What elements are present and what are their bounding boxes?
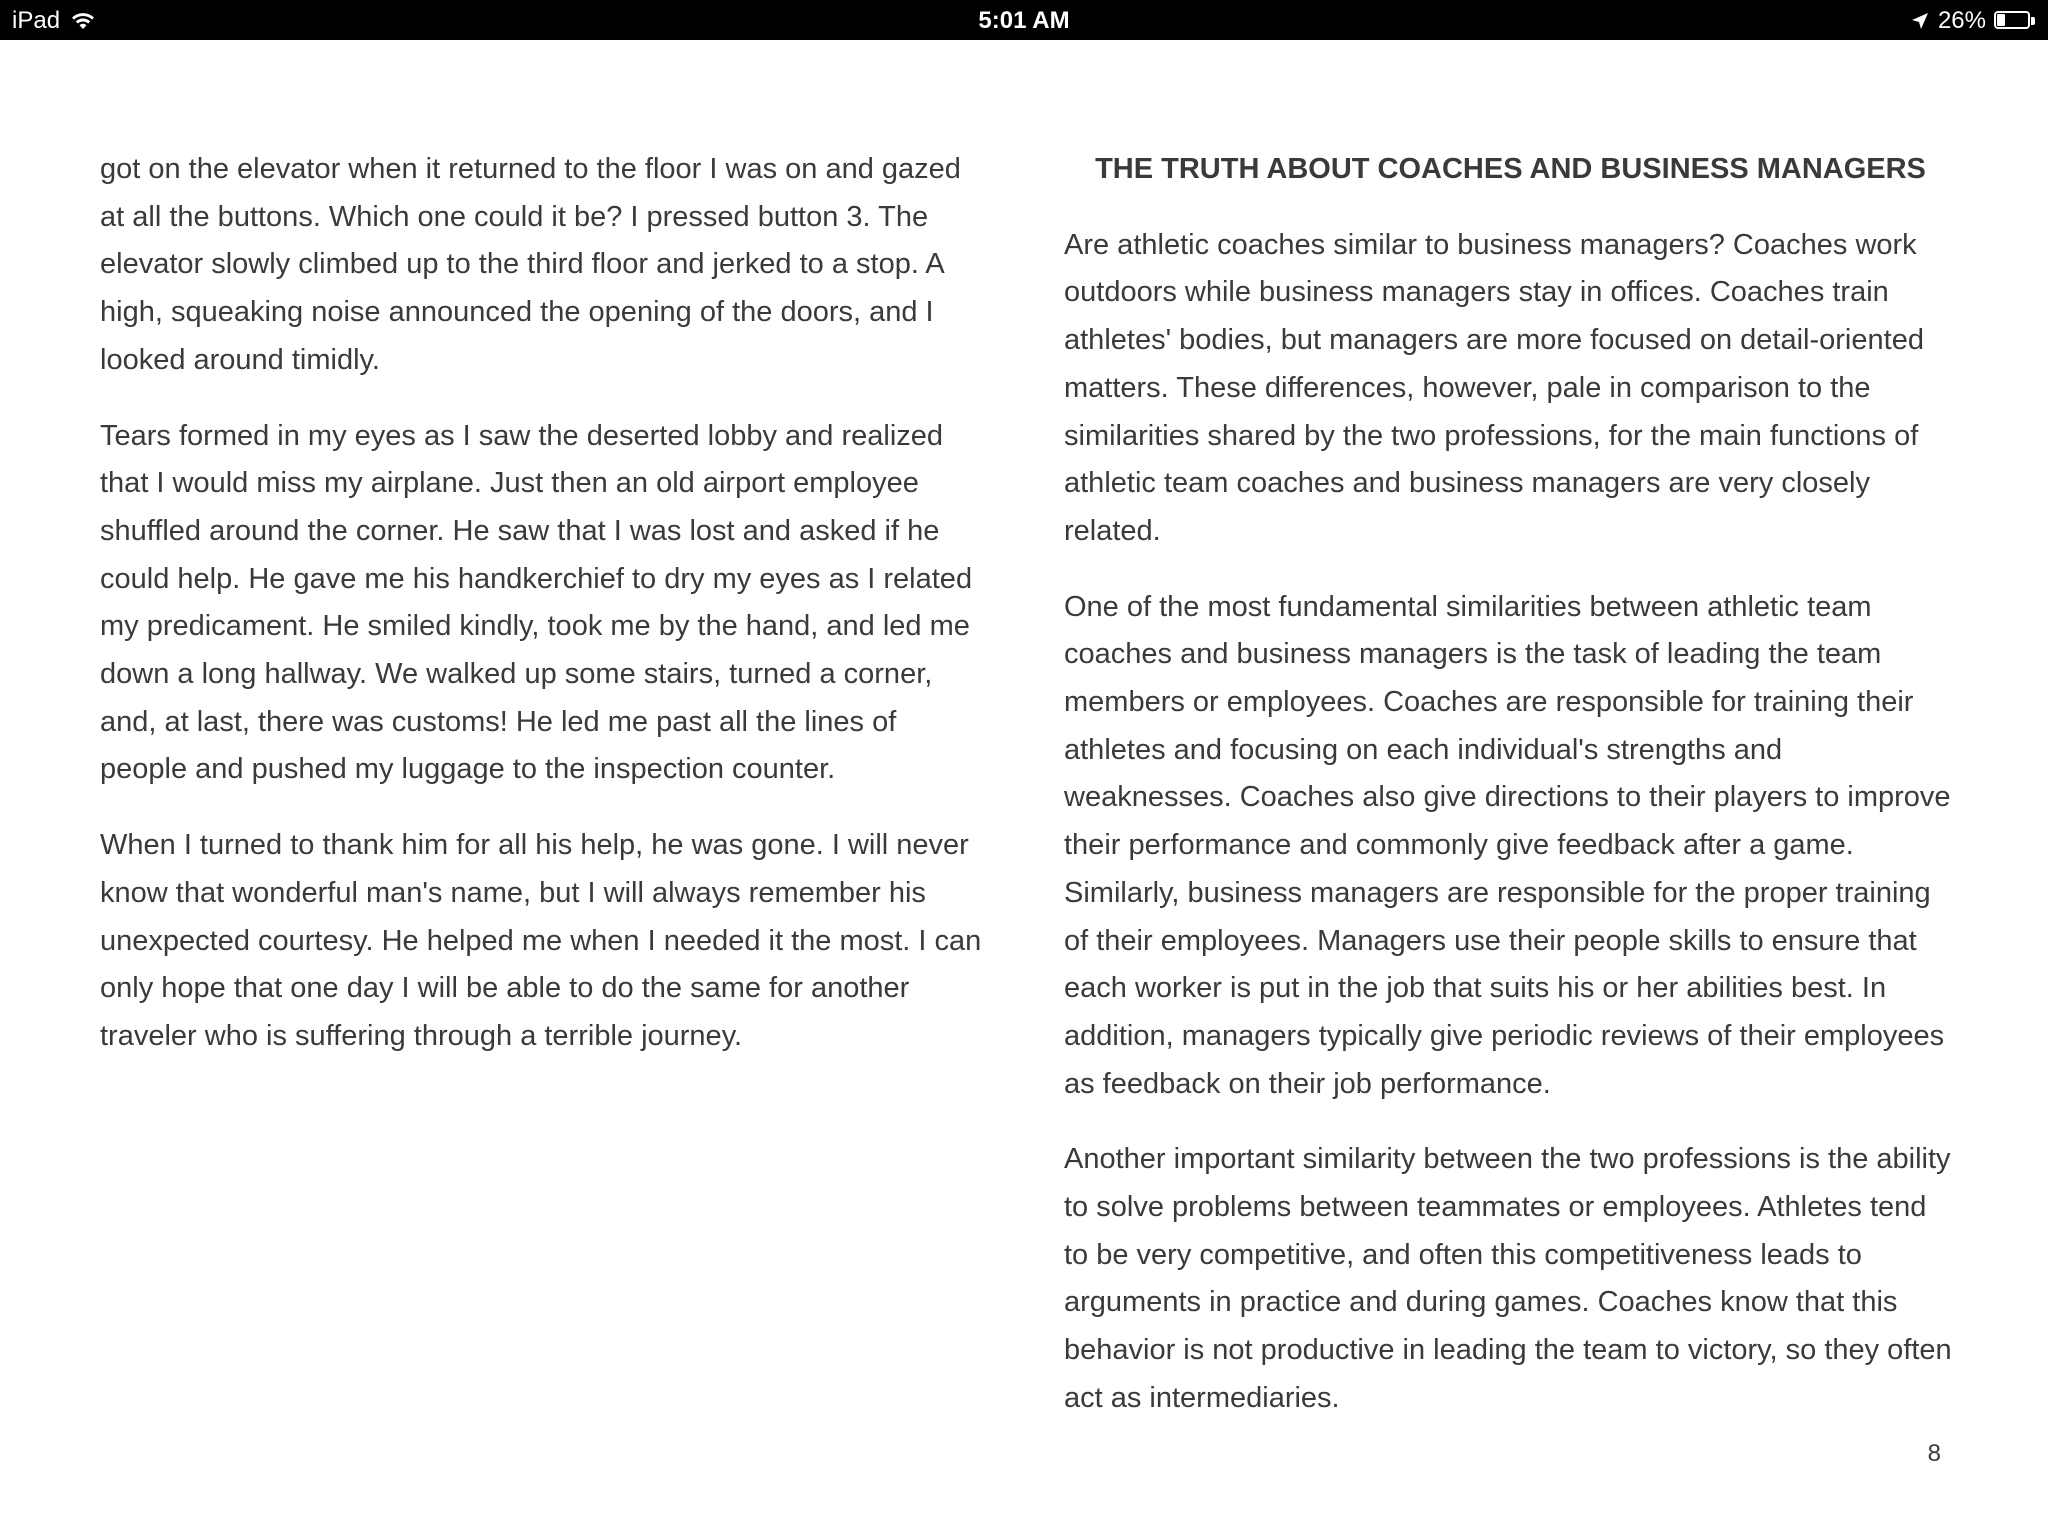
device-name: iPad: [12, 7, 61, 34]
right-paragraph-1: Are athletic coaches similar to business managers? Coaches work outdoors while business managers stay in offices. Coaches train athletes' bodies, but managers are more focused on detail-oriented matters. These differences, however, pale in comparison to the similarities shared by the two professions, for the main functions of athletic team coaches and business managers are very closely related.: [1064, 228, 1924, 547]
left-paragraph-1: got on the elevator when it returned to the floor I was on and gazed at all the buttons. Which one could it be? I pressed button 3. The elevator slowly climbed up to the third floor and jerked to a stop. A high, squeaking noise announced the opening of the doors, and I looked around timidly.: [100, 153, 961, 376]
right-paragraph-3: Another important similarity between the two professions is the ability to solve problems between teammates or employees. Athletes tend to be very competitive, and often this competitiveness leads to arguments in practice and during games. Coaches know that this behavior is not productive in leading the team to victory, so they often act as intermediaries.: [1064, 1143, 1952, 1414]
right-page-column: [1064, 146, 1957, 1451]
status-bar: [0, 0, 2048, 40]
battery-fill: [1997, 14, 2005, 26]
status-time: 5:01 AM: [978, 7, 1070, 34]
left-paragraph-2: Tears formed in my eyes as I saw the deserted lobby and realized that I would miss my airplane. Just then an old airport employee shuffled around the corner. He saw that I was lost and asked if he could help. He gave me his handkerchief to dry my eyes as I related my predicament. He smiled kindly, took me by the hand, and led me down a long hallway. We walked up some stairs, turned a corner, and, at last, there was customs! He led me past all the lines of people and pushed my luggage to the inspection counter.: [100, 419, 973, 786]
battery-icon: [1994, 11, 2036, 31]
right-paragraph-2: One of the most fundamental similarities between athletic team coaches and business managers is the task of leading the team members or employees. Coaches are responsible for training their athletes and focusing on each individual's strengths and weaknesses. Coaches also give directions to their players to improve their performance and commonly give feedback after a game. Similarly, business managers are responsible for the proper training of their employees. Managers use their people skills to ensure that each worker is put in the job that suits his or her abilities best. In addition, managers typically give periodic reviews of their employees as feedback on their job performance.: [1064, 590, 1951, 1100]
left-paragraph-3: When I turned to thank him for all his help, he was gone. I will never know that wonderful man's name, but I will always remember his unexpected courtesy. He helped me when I needed it the most. I can only hope that one day I will be able to do the same for another traveler who is suffering through a terrible journey.: [100, 829, 982, 1052]
status-right: [1910, 7, 2036, 35]
chapter-title: THE TRUTH ABOUT COACHES AND BUSINESS MANAGERS: [1095, 153, 1926, 185]
location-arrow-icon: [1910, 11, 1930, 31]
battery-percent: 26%: [1937, 7, 1986, 34]
page-number: 8: [1927, 1440, 1941, 1467]
battery-cap: [2031, 17, 2035, 25]
left-page-column: [100, 146, 990, 1089]
